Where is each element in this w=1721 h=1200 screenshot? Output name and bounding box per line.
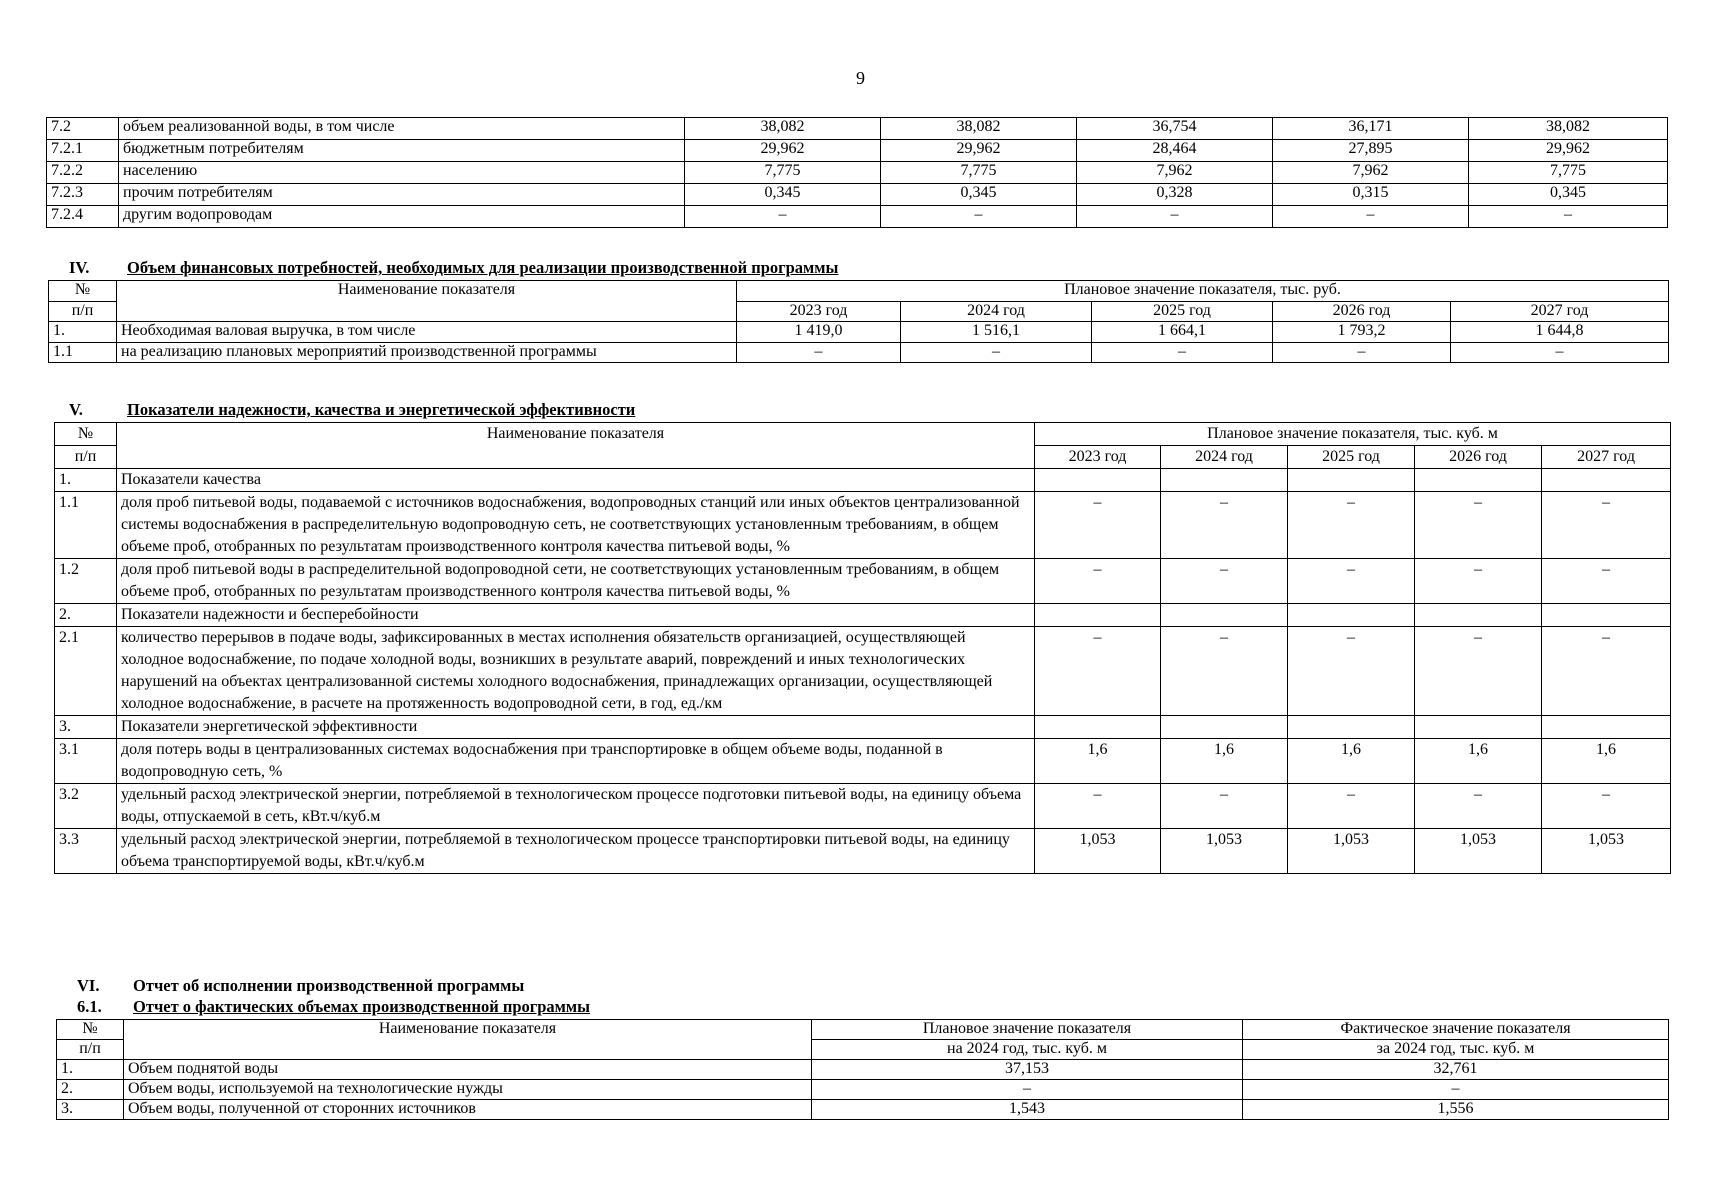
row-number: 1. xyxy=(55,469,117,492)
row-name: Объем воды, используемой на технологические нужды xyxy=(124,1080,812,1100)
table-row xyxy=(49,322,1669,343)
section-6-number: VI. xyxy=(77,976,100,995)
value-cell: 1,6 xyxy=(1035,739,1161,784)
reliability-indicators-table xyxy=(54,422,1671,874)
table-row xyxy=(57,1100,1669,1120)
plan-value: – xyxy=(812,1080,1243,1100)
value-cell: 1,053 xyxy=(1035,829,1161,874)
financial-needs-table xyxy=(48,280,1669,363)
value-cell: 1,053 xyxy=(1161,829,1288,874)
value-cell: 28,464 xyxy=(1077,140,1273,162)
table-row xyxy=(55,716,1671,739)
row-name: количество перерывов в подаче воды, зафиксированных в местах исполнения обязательств организацией, осуществляющей холодное водоснабжение, по подаче холодной воды, возникших в результате аварий, повреждений и иных технологических нарушений на объектах централизованной системы холодного водоснабжения, принадлежащих организации, осуществляющей холодное водоснабжение, в расчете на протяженность водопроводной сети, в год, ед./км xyxy=(117,627,1035,716)
row-name: доля потерь воды в централизованных системах водоснабжения при транспортировке в общем объеме воды, поданной в водопроводную сеть, % xyxy=(117,739,1035,784)
value-cell xyxy=(1035,469,1161,492)
value-cell: – xyxy=(685,206,881,228)
year-header: 2026 год xyxy=(1415,446,1542,469)
value-cell: 1 793,2 xyxy=(1273,322,1451,343)
value-cell: – xyxy=(1273,206,1469,228)
value-cell: 7,775 xyxy=(685,162,881,184)
volume-sold-table xyxy=(46,117,1668,228)
section-5-heading xyxy=(69,401,635,420)
value-cell xyxy=(1542,469,1671,492)
section-4-heading xyxy=(69,259,838,278)
value-cell: – xyxy=(1288,784,1415,829)
value-cell xyxy=(1542,604,1671,627)
row-name: прочим потребителям xyxy=(119,184,685,206)
table-row xyxy=(49,342,1669,363)
table-row xyxy=(57,1060,1669,1080)
section-5-number: V. xyxy=(69,400,83,419)
value-cell: 0,345 xyxy=(685,184,881,206)
year-header: 2024 год xyxy=(901,301,1092,322)
value-cell: 0,345 xyxy=(1469,184,1668,206)
value-cell: 1 516,1 xyxy=(901,322,1092,343)
value-cell xyxy=(1288,716,1415,739)
table-row xyxy=(55,739,1671,784)
value-cell: – xyxy=(1161,492,1288,559)
row-number: 3.3 xyxy=(55,829,117,874)
value-cell xyxy=(1035,716,1161,739)
value-cell: 1,053 xyxy=(1542,829,1671,874)
row-name: Показатели энергетической эффективности xyxy=(117,716,1035,739)
value-cell: – xyxy=(1542,559,1671,604)
value-cell: – xyxy=(1415,492,1542,559)
section-6-title: Отчет об исполнении производственной программы xyxy=(133,976,525,995)
actual-volumes-table-block xyxy=(56,1019,1668,1120)
value-cell: – xyxy=(1077,206,1273,228)
table-row xyxy=(57,1080,1669,1100)
year-header: 2023 год xyxy=(737,301,901,322)
row-number: 1. xyxy=(49,322,117,343)
value-cell: – xyxy=(1288,559,1415,604)
row-name: доля проб питьевой воды, подаваемой с источников водоснабжения, водопроводных станций или иных объектов централизованной системы водоснабжения в распределительную водопроводную сеть, не соответствующих установленным требованиям, в общем объеме проб, отобранных по результатам производственного контроля качества питьевой воды, % xyxy=(117,492,1035,559)
value-cell: 1 664,1 xyxy=(1092,322,1273,343)
value-cell: – xyxy=(1469,206,1668,228)
row-name: Показатели качества xyxy=(117,469,1035,492)
table-row xyxy=(47,206,1668,228)
col-plan-subheader: на 2024 год, тыс. куб. м xyxy=(812,1040,1243,1060)
value-cell xyxy=(1288,604,1415,627)
value-cell: 27,895 xyxy=(1273,140,1469,162)
row-number: 7.2.4 xyxy=(47,206,119,228)
year-header: 2025 год xyxy=(1288,446,1415,469)
value-cell xyxy=(1161,604,1288,627)
fact-value: 32,761 xyxy=(1243,1060,1669,1080)
col-number-subheader: п/п xyxy=(55,446,117,469)
table-row xyxy=(55,784,1671,829)
value-cell: 1,053 xyxy=(1415,829,1542,874)
value-cell: – xyxy=(1161,627,1288,716)
row-name: удельный расход электрической энергии, потребляемой в технологическом процессе транспортировки питьевой воды, на единицу объема транспортируемой воды, кВт.ч/куб.м xyxy=(117,829,1035,874)
fact-value: – xyxy=(1243,1080,1669,1100)
table-row xyxy=(55,604,1671,627)
row-name: другим водопроводам xyxy=(119,206,685,228)
value-cell: – xyxy=(737,342,901,363)
row-name: Объем поднятой воды xyxy=(124,1060,812,1080)
actual-volumes-table xyxy=(56,1019,1669,1120)
value-cell xyxy=(1415,469,1542,492)
value-cell xyxy=(1035,604,1161,627)
volume-sold-table-block xyxy=(46,117,1667,228)
row-number: 3. xyxy=(57,1100,124,1120)
value-cell: 1,6 xyxy=(1415,739,1542,784)
table-row xyxy=(55,627,1671,716)
year-header: 2026 год xyxy=(1273,301,1451,322)
section-6-1-title: Отчет о фактических объемах производственной программы xyxy=(133,997,591,1016)
value-cell: 36,754 xyxy=(1077,118,1273,140)
table-row xyxy=(55,829,1671,874)
value-cell: 0,345 xyxy=(881,184,1077,206)
value-cell xyxy=(1161,469,1288,492)
page-number: 9 xyxy=(856,68,865,88)
value-cell: – xyxy=(1092,342,1273,363)
col-number-header: № xyxy=(55,423,117,446)
value-cell: 29,962 xyxy=(685,140,881,162)
row-name: доля проб питьевой воды в распределительной водопроводной сети, не соответствующих установленным требованиям, в общем объеме проб, отобранных по результатам производственного контроля качества питьевой воды, % xyxy=(117,559,1035,604)
value-cell xyxy=(1288,469,1415,492)
value-cell: 38,082 xyxy=(685,118,881,140)
col-plan-header: Плановое значение показателя, тыс. руб. xyxy=(737,281,1669,302)
col-number-subheader: п/п xyxy=(57,1040,124,1060)
value-cell xyxy=(1415,604,1542,627)
value-cell: 7,962 xyxy=(1273,162,1469,184)
row-number: 3.1 xyxy=(55,739,117,784)
value-cell: – xyxy=(881,206,1077,228)
value-cell: 1 419,0 xyxy=(737,322,901,343)
row-number: 2. xyxy=(57,1080,124,1100)
row-name: Необходимая валовая выручка, в том числе xyxy=(117,322,737,343)
col-plan-header: Плановое значение показателя, тыс. куб. м xyxy=(1035,423,1671,446)
reliability-indicators-table-block xyxy=(54,422,1670,874)
table-row xyxy=(47,140,1668,162)
row-number: 2.1 xyxy=(55,627,117,716)
value-cell: 1,6 xyxy=(1161,739,1288,784)
col-name-header: Наименование показателя xyxy=(117,281,737,322)
row-number: 7.2 xyxy=(47,118,119,140)
financial-needs-table-block xyxy=(48,280,1668,363)
plan-value: 37,153 xyxy=(812,1060,1243,1080)
value-cell: 0,315 xyxy=(1273,184,1469,206)
value-cell: 7,775 xyxy=(881,162,1077,184)
value-cell: – xyxy=(1451,342,1669,363)
value-cell: 38,082 xyxy=(1469,118,1668,140)
value-cell: – xyxy=(1415,559,1542,604)
row-number: 2. xyxy=(55,604,117,627)
row-number: 1. xyxy=(57,1060,124,1080)
year-header: 2027 год xyxy=(1451,301,1669,322)
value-cell xyxy=(1542,716,1671,739)
value-cell: – xyxy=(1415,784,1542,829)
value-cell: – xyxy=(1161,559,1288,604)
row-name: на реализацию плановых мероприятий производственной программы xyxy=(117,342,737,363)
col-number-header: № xyxy=(49,281,117,302)
year-header: 2024 год xyxy=(1161,446,1288,469)
section-6-heading xyxy=(77,977,524,996)
value-cell: – xyxy=(1273,342,1451,363)
row-name: Объем воды, полученной от сторонних источников xyxy=(124,1100,812,1120)
section-5-title: Показатели надежности, качества и энергетической эффективности xyxy=(127,400,636,419)
row-number: 7.2.2 xyxy=(47,162,119,184)
value-cell xyxy=(1161,716,1288,739)
value-cell: 29,962 xyxy=(881,140,1077,162)
value-cell: 1,6 xyxy=(1542,739,1671,784)
fact-value: 1,556 xyxy=(1243,1100,1669,1120)
table-row xyxy=(55,492,1671,559)
section-6-1-heading xyxy=(77,998,590,1017)
col-name-header: Наименование показателя xyxy=(117,423,1035,469)
col-name-header: Наименование показателя xyxy=(124,1020,812,1060)
value-cell: – xyxy=(1415,627,1542,716)
value-cell: – xyxy=(1542,492,1671,559)
row-number: 7.2.1 xyxy=(47,140,119,162)
row-name: населению xyxy=(119,162,685,184)
value-cell: – xyxy=(1035,492,1161,559)
value-cell: – xyxy=(1288,492,1415,559)
value-cell: 7,962 xyxy=(1077,162,1273,184)
value-cell: – xyxy=(1542,784,1671,829)
row-number: 1.1 xyxy=(49,342,117,363)
value-cell: 7,775 xyxy=(1469,162,1668,184)
row-name: удельный расход электрической энергии, потребляемой в технологическом процессе подготовки питьевой воды, на единицу объема воды, отпускаемой в сеть, кВт.ч/куб.м xyxy=(117,784,1035,829)
table-row xyxy=(55,559,1671,604)
table-row xyxy=(47,118,1668,140)
value-cell: 1,053 xyxy=(1288,829,1415,874)
value-cell: – xyxy=(1035,784,1161,829)
table-row xyxy=(55,469,1671,492)
value-cell: 1,6 xyxy=(1288,739,1415,784)
year-header: 2023 год xyxy=(1035,446,1161,469)
row-number: 1.1 xyxy=(55,492,117,559)
col-plan-header: Плановое значение показателя xyxy=(812,1020,1243,1040)
row-number: 3. xyxy=(55,716,117,739)
row-number: 1.2 xyxy=(55,559,117,604)
plan-value: 1,543 xyxy=(812,1100,1243,1120)
section-4-title: Объем финансовых потребностей, необходимых для реализации производственной программы xyxy=(127,258,839,277)
value-cell: 1 644,8 xyxy=(1451,322,1669,343)
value-cell: 0,328 xyxy=(1077,184,1273,206)
value-cell: – xyxy=(901,342,1092,363)
row-name: бюджетным потребителям xyxy=(119,140,685,162)
col-fact-header: Фактическое значение показателя xyxy=(1243,1020,1669,1040)
value-cell: – xyxy=(1161,784,1288,829)
value-cell: – xyxy=(1035,559,1161,604)
value-cell: – xyxy=(1288,627,1415,716)
section-4-number: IV. xyxy=(69,258,90,277)
value-cell xyxy=(1415,716,1542,739)
col-number-header: № xyxy=(57,1020,124,1040)
year-header: 2027 год xyxy=(1542,446,1671,469)
value-cell: 36,171 xyxy=(1273,118,1469,140)
row-name: объем реализованной воды, в том числе xyxy=(119,118,685,140)
row-name: Показатели надежности и бесперебойности xyxy=(117,604,1035,627)
value-cell: 29,962 xyxy=(1469,140,1668,162)
value-cell: – xyxy=(1542,627,1671,716)
col-fact-subheader: за 2024 год, тыс. куб. м xyxy=(1243,1040,1669,1060)
value-cell: 38,082 xyxy=(881,118,1077,140)
col-number-subheader: п/п xyxy=(49,301,117,322)
table-row xyxy=(47,184,1668,206)
section-6-1-number: 6.1. xyxy=(77,997,102,1016)
row-number: 3.2 xyxy=(55,784,117,829)
table-row xyxy=(47,162,1668,184)
value-cell: – xyxy=(1035,627,1161,716)
row-number: 7.2.3 xyxy=(47,184,119,206)
year-header: 2025 год xyxy=(1092,301,1273,322)
